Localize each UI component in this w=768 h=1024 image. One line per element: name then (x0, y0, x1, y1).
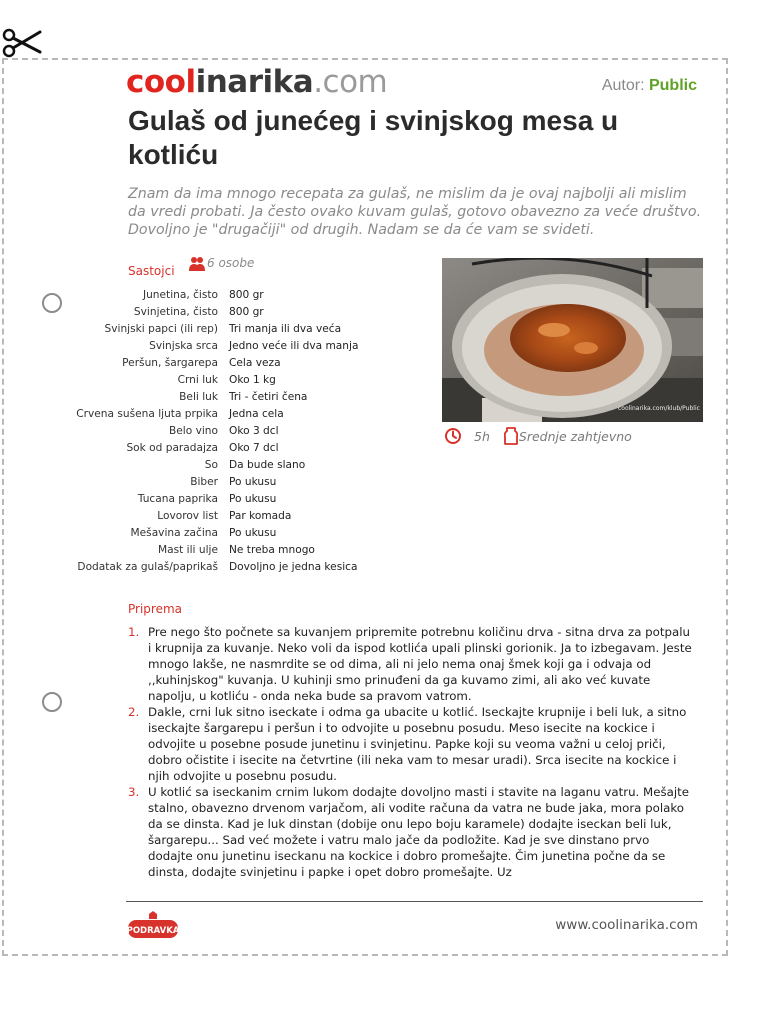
ingredient-amount: Tri - četiri čena (229, 391, 308, 403)
step-number: 2. (128, 705, 140, 719)
ingredient-amount: 800 gr (229, 289, 264, 301)
ingredient-amount: 800 gr (229, 306, 264, 318)
ingredient-amount: Par komada (229, 510, 292, 522)
ingredient-name: Crvena sušena ljuta prpika (76, 408, 218, 420)
ingredients-heading: Sastojci (128, 264, 175, 278)
ingredient-name: Dodatak za gulaš/paprikaš (77, 561, 218, 573)
ingredient-name: Lovorov list (157, 510, 218, 522)
ingredient-name: Svinjski papci (ili rep) (104, 323, 218, 335)
step-number: 3. (128, 785, 140, 799)
site-url[interactable]: www.coolinarika.com (555, 917, 698, 933)
ingredient-name: Junetina, čisto (142, 289, 218, 301)
ingredient-row (60, 372, 400, 389)
ingredient-row (60, 355, 400, 372)
preparation-heading: Priprema (128, 602, 183, 616)
ingredient-amount: Po ukusu (229, 476, 277, 488)
ingredient-row (60, 389, 400, 406)
ingredient-amount: Oko 3 dcl (229, 425, 279, 437)
ingredient-row (60, 474, 400, 491)
ingredient-name: Biber (190, 476, 218, 488)
preparation-step (128, 704, 696, 784)
ingredient-name: Beli luk (179, 391, 218, 403)
difficulty-value: Srednje zahtjevno (518, 428, 632, 444)
recipe-meta (444, 427, 632, 445)
podravka-logo[interactable] (127, 911, 179, 941)
ingredients-table (60, 287, 400, 576)
site-logo[interactable]: coolinarika.com (126, 64, 388, 100)
binder-hole (42, 293, 62, 313)
photo-watermark: coolinarika.com/klub/Public (618, 405, 700, 412)
ingredient-name: Svinjska srca (149, 340, 218, 352)
ingredient-row (60, 457, 400, 474)
author-name[interactable]: Public (648, 77, 697, 94)
ingredient-amount: Oko 7 dcl (229, 442, 279, 454)
prep-time-value: 5h (474, 428, 490, 444)
ingredient-row (60, 287, 400, 304)
ingredient-amount: Tri manja ili dva veća (229, 323, 342, 335)
ingredient-amount: Oko 1 kg (229, 374, 276, 386)
ingredient-name: Tucana paprika (137, 493, 218, 505)
ingredient-row (60, 491, 400, 508)
servings (188, 256, 254, 272)
ingredient-name: Peršun, šargarepa (122, 357, 218, 369)
ingredient-amount: Po ukusu (229, 527, 277, 539)
ingredient-amount: Ne treba mnogo (229, 544, 315, 556)
scissors-icon (2, 26, 42, 60)
people-icon (188, 256, 206, 272)
footer-divider (126, 901, 703, 902)
ingredient-row (60, 542, 400, 559)
ingredient-name: Sok od paradajza (126, 442, 218, 454)
ingredient-name: Svinjetina, čisto (133, 306, 218, 318)
step-text: U kotlić sa iseckanim crnim lukom dodajte dovoljno masti i stavite na laganu vatru. Mešajte stalno, obavezno drvenom varjačom, ali vodite računa da vatra ne bude jaka, mora polako da se dinsta. Kad je luk dinstan (dobije onu lepo boju karamele) dodajte iseckan beli luk, šargarepu... Sad već možete i vatru malo jače da podložite. Kad je sve dinstano prvo dodajte onu junetinu iseckanu na kockice i dobro promešajte. Čim junetina počne da se dinsta, dodajte svinjetinu i papke i opet dobro promešajte. Uz (148, 785, 690, 879)
ingredient-amount: Jedno veće ili dva manja (229, 340, 359, 352)
ingredient-name: So (204, 459, 218, 471)
ingredient-row (60, 559, 400, 576)
servings-text: 6 osobe (207, 256, 255, 270)
step-text: Pre nego što počnete sa kuvanjem pripremite potrebnu količinu drva - sitna drva za potpalu i krupnija za kuvanje. Neko voli da ispod kotlića upali plinski gorionik. Ja to izbegavam. Jeste mnogo lakše, ne nasmrdite se od dima, ali ni jelo nema onaj šmek koji ga i odvaja od ,,kuhinjskog" kuvanja. U kuhinji smo prinuđeni da ga kuvamo zimi, ali ako već kuvate napolju, u kotliću - onda neka bude sa pravom vatrom. (148, 625, 692, 703)
ingredient-amount: Da bude slano (229, 459, 306, 471)
podravka-wordmark: PODRAVKA (127, 926, 179, 936)
chef-hat-icon (504, 427, 518, 445)
ingredient-name: Crni luk (177, 374, 218, 386)
preparation-steps (128, 624, 696, 880)
step-number: 1. (128, 625, 140, 639)
ingredient-amount: Cela veza (229, 357, 281, 369)
ingredient-row (60, 321, 400, 338)
ingredient-row (60, 304, 400, 321)
ingredient-row (60, 406, 400, 423)
ingredient-amount: Po ukusu (229, 493, 277, 505)
author-label: Autor: (601, 77, 645, 94)
ingredient-name: Mešavina začina (130, 527, 218, 539)
author-line (602, 77, 697, 95)
prep-time (444, 427, 490, 445)
preparation-step (128, 784, 696, 880)
ingredient-row (60, 440, 400, 457)
ingredient-row (60, 423, 400, 440)
ingredient-amount: Dovoljno je jedna kesica (229, 561, 358, 573)
ingredient-row (60, 338, 400, 355)
difficulty (504, 427, 632, 445)
ingredient-name: Belo vino (169, 425, 218, 437)
recipe-intro: Znam da ima mnogo recepata za gulaš, ne mislim da je ovaj najbolji ali mislim da vredi probati. Ja često ovako kuvam gulaš, gotovo obavezno za veće društvo. Dovoljno je "drugačiji" od drugih. Nadam se da će vam se svideti. (128, 186, 702, 238)
binder-hole (42, 692, 62, 712)
clock-icon (444, 427, 462, 445)
preparation-step (128, 624, 696, 704)
recipe-title: Gulaš od junećeg i svinjskog mesa u kotliću (128, 105, 619, 170)
ingredient-amount: Jedna cela (229, 408, 284, 420)
step-text: Dakle, crni luk sitno iseckate i odma ga ubacite u kotlić. Iseckajte krupnije i beli luk, a sitno iseckajte šargarepu i peršun i to odvojite u posebnu posudu. Meso isecite na kockice i odvojite u posebne posude junetinu i svinjetinu. Papke koji su veoma važni u celoj priči, dobro očistite i isecite na četvrtine (ili neka vam to mesar uradi). Srca isecite na kockice i njih odvojite u posebnu posudu. (148, 705, 687, 783)
dish-photo (442, 258, 703, 422)
ingredient-name: Mast ili ulje (158, 544, 218, 556)
ingredient-row (60, 508, 400, 525)
ingredient-row (60, 525, 400, 542)
